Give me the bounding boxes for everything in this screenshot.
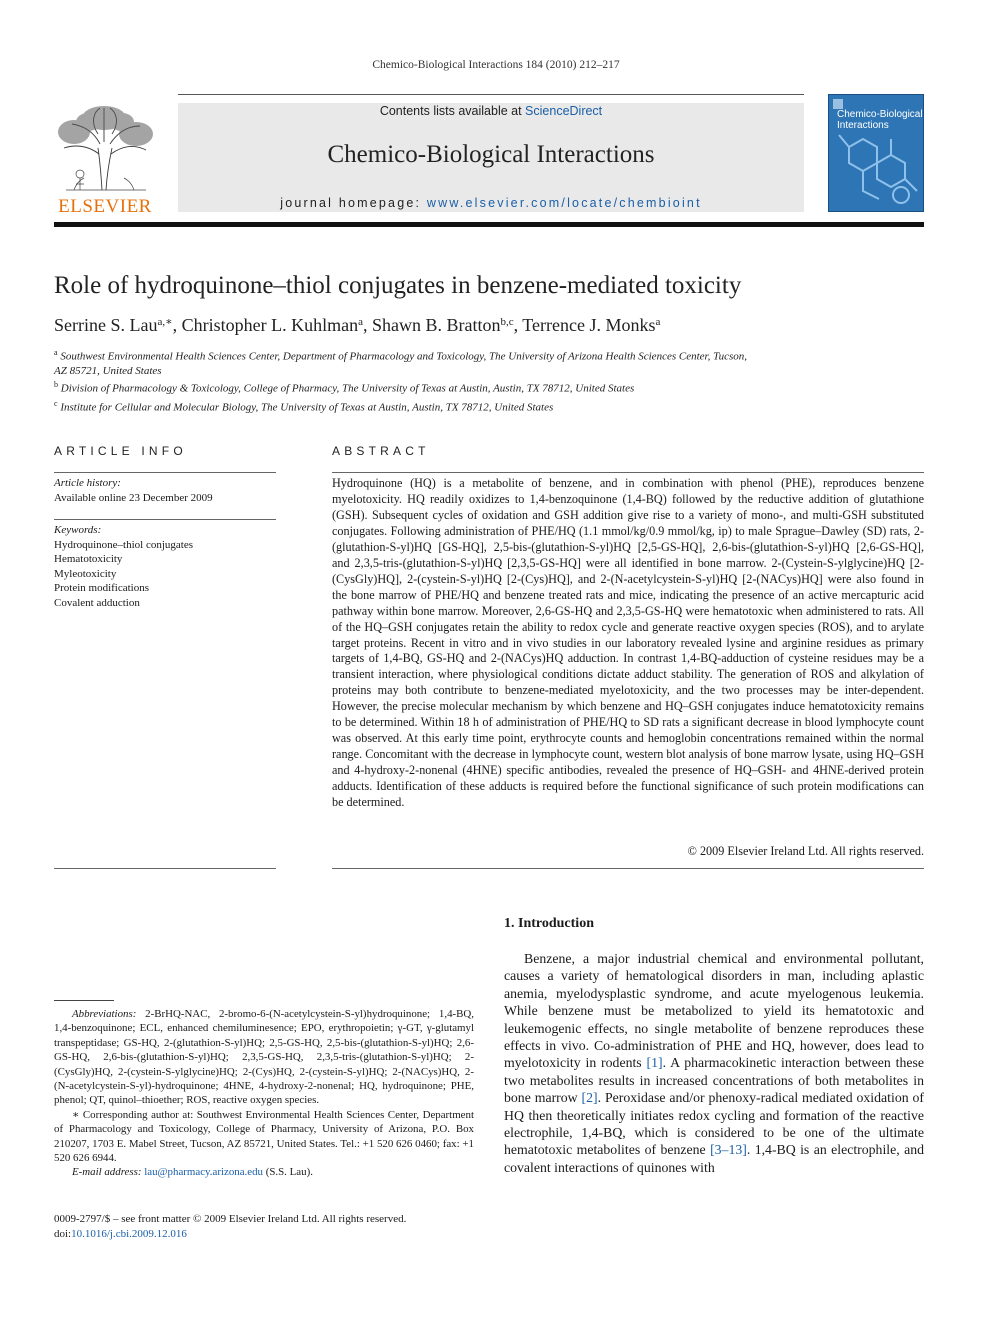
abbreviations-footnote <box>54 1007 474 1108</box>
header-top-rule <box>178 94 804 95</box>
homepage-prefix: journal homepage: <box>280 196 427 210</box>
contents-prefix: Contents lists available at <box>379 104 526 118</box>
author-list <box>54 315 924 336</box>
keyword-item: Hematotoxicity <box>54 553 123 565</box>
homepage-link[interactable]: www.elsevier.com/locate/chembioint <box>426 196 702 210</box>
issn-block <box>54 1212 474 1242</box>
elsevier-logo[interactable] <box>54 104 156 216</box>
divider <box>54 519 276 520</box>
cover-title-line-1: Chemico-Biological <box>837 109 923 120</box>
affiliation-item <box>54 346 924 364</box>
citation-link[interactable]: [2] <box>581 1090 598 1106</box>
running-head: Chemico-Biological Interactions 184 (2010) 212–217 <box>372 59 620 71</box>
issn-line: 0009-2797/$ – see front matter © 2009 Elsevier Ireland Ltd. All rights reserved. <box>54 1213 407 1225</box>
author-sep: , <box>362 315 372 335</box>
email-suffix: (S.S. Lau). <box>263 1166 313 1179</box>
affiliation-sup: a <box>54 348 58 357</box>
introduction-text <box>504 950 924 1176</box>
citation-link[interactable]: [1] <box>646 1055 663 1071</box>
affiliation-text: Division of Pharmacology & Toxicology, College of Pharmacy, The University of Texas at Austin, Austin, TX 78712, United States <box>60 383 635 396</box>
abbreviations-label: Abbreviations: <box>72 1008 137 1020</box>
email-link[interactable]: lau@pharmacy.arizona.edu <box>144 1166 263 1179</box>
author-name[interactable]: Shawn B. Bratton <box>371 315 501 335</box>
divider <box>332 868 924 869</box>
email-label: E-mail address: <box>72 1166 142 1179</box>
journal-title: Chemico-Biological Interactions <box>327 141 655 168</box>
article-title: Role of hydroquinone–thiol conjugates in benzene-mediated toxicity <box>54 272 742 299</box>
affiliation-text: AZ 85721, United States <box>54 365 162 378</box>
homepage-line <box>178 196 804 210</box>
footnote-rule <box>54 1000 114 1001</box>
author-name[interactable]: Serrine S. Lau <box>54 315 158 335</box>
history-value: Available online 23 December 2009 <box>54 491 213 504</box>
abstract-copyright: © 2009 Elsevier Ireland Ltd. All rights reserved. <box>687 844 924 858</box>
divider <box>332 472 924 473</box>
article-info-label: ARTICLE INFO <box>54 444 187 458</box>
abstract-text: Hydroquinone (HQ) is a metabolite of benzene, and in combination with phenol (PHE), reproduces benzene myelotoxicity. HQ readily oxidizes to 1,4-benzoquinone (1,4-BQ) followed by the reductive addition of glutathione (GSH). Subsequent cycles of oxidation and GSH addition give rise to a variety of mono-, and multi-GSH substituted conjugates. Following administration of PHE/HQ (1.1 mmol/kg/0.9 mmol/kg, ip) to male Sprague–Dawley (SD) rats, 2-(glutathion-S-yl)HQ [GS-HQ], 2,5-bis-(glutathion-S-yl)HQ [2,5-GS-HQ], 2,6-bis-(glutathion-S-yl)HQ [2,6-GS-HQ], and 2,3,5-tris-(glutathion-S-yl)HQ [2,3,5-GS-HQ] were all identified in bone marrow. 2-(Cystein-S-ylglycine)HQ [2-(CysGly)HQ], 2-(cystein-S-yl)HQ [2-(Cys)HQ], and 2-(N-acetylcystein-S-yl)HQ [2-(NACys)HQ] were also found in the bone marrow of PHE/HQ and benzene treated rats and mice, indicating the presence of an active mercapturic acid pathway within bone marrow. Moreover, 2,6-GS-HQ and 2,3,5-GS-HQ were hematotoxic when administered to rats. All of the HQ–GSH conjugates retain the ability to redox cycle and generate reactive oxygen species (ROS), and to arylate target proteins. Recent in vitro and in vivo studies in our laboratory revealed lysine and arginine residues as primary targets of 1,4-BQ, GS-HQ and 2-(NACys)HQ adduction. In contrast 1,4-BQ-adduction of cysteine residues may be a transient interaction, where physiological conditions dictate adduct stability. The generation of ROS and alkylation of proteins may both contribute to benzene-mediated myelotoxicity, and the two processes may be inter-dependent. However, the precise molecular mechanism by which benzene and HQ–GSH conjugates induce hematotoxicity remains to be determined. Within 18 h of administration of PHE/HQ to SD rats a significant decrease in blood lymphocyte count was observed. At this early time point, erythrocyte counts and hemoglobin concentrations remained within the normal range. Concomitant with the decrease in lymphocyte count, western blot analysis of bone marrow lysate, using HQ–GSH and 4-hydroxy-2-nonenal (4HNE) specific antibodies, revealed the presence of HQ–GSH- and 4HNE-derived protein adducts. Identification of these adducts is required before the functional significance of such protein modifications can be determined. <box>332 476 924 810</box>
keyword-item: Myleotoxicity <box>54 567 117 580</box>
intro-segment: Benzene, a major industrial chemical and environmental pollutant, causes a variety of hematological disorders in man, including aplastic anemia, myelodysplastic syndrome, and acute myelogenous leukemia. While benzene must be metabolized to yield its hematotoxic and leukemogenic effects, no single metabolite of benzene reproduces these effects in vivo. Co-administration of PHE and HQ, however, does lead to myelotoxicity in rodents <box>504 951 924 1071</box>
affiliation-item <box>54 378 924 396</box>
elsevier-tree-icon <box>54 104 156 196</box>
keyword-item: Protein modifications <box>54 582 150 594</box>
abbreviations-text: 2-BrHQ-NAC, 2-bromo-6-(N-acetylcystein-S-yl)hydroquinone; 1,4-BQ, 1,4-benzoquinone; ECL, enhanced chemiluminesence; EPO, erythropoietin; γ-GT, γ-glutamyl transpeptidase; GS-HQ, 2-(glutathion-S-yl)HQ; 2,5-GS-HQ, 2,5-bis-(glutathion-S-yl)HQ; 2,6-GS-HQ, 2,6-bis-(glutathion-S-yl)HQ; 2,3,5-GS-HQ, 2,3,5-tris-(glutathion-S-yl)HQ; 2-(CysGly)HQ, 2-(cystein-S-ylglycine)HQ; 2-(Cys)HQ, 2-(cystein-S-yl)HQ; 2-(NACys)HQ, 2-(N-acetylcystein-S-yl)-hydroquinone; 4HNE, 4-hydroxy-2-nonenal; HQ, hydroquinone; PHE, phenol; QT, quinol–thioether; ROS, reactive oxygen species. <box>54 1008 474 1107</box>
elsevier-wordmark: ELSEVIER <box>58 196 152 217</box>
abstract-label: ABSTRACT <box>332 444 430 458</box>
author-sup[interactable]: a <box>655 316 661 328</box>
author-sep: , <box>172 315 182 335</box>
author-sup[interactable]: a,∗ <box>157 316 173 328</box>
doi-link[interactable]: 10.1016/j.cbi.2009.12.016 <box>71 1228 187 1240</box>
affiliation-text: Institute for Cellular and Molecular Biology, The University of Texas at Austin, Austin, TX 78712, United States <box>60 401 554 414</box>
corresponding-footnote: ∗ Corresponding author at: Southwest Environmental Health Sciences Center, Department of Pharmacology and Toxicology, College of Pharmacy, University of Arizona, P.O. Box 210207, 1703 E. Mabel Street, Tucson, AZ 85721, United States. Tel.: +1 520 626 0460; fax: +1 520 626 6944. <box>54 1108 474 1165</box>
keywords <box>54 523 276 610</box>
keyword-item: Covalent adduction <box>54 596 140 609</box>
affiliation-sup: b <box>54 380 58 390</box>
author-sep: , <box>513 315 523 335</box>
article-history <box>54 476 276 505</box>
journal-cover[interactable] <box>828 94 924 212</box>
divider <box>54 472 276 473</box>
affiliation-sup: c <box>54 398 58 408</box>
history-label: Article history: <box>54 477 121 489</box>
cover-title-line-2: Interactions <box>837 120 889 131</box>
cover-title <box>837 109 923 131</box>
keyword-item: Hydroquinone–thiol conjugates <box>54 538 194 551</box>
sciencedirect-link[interactable]: ScienceDirect <box>525 104 603 118</box>
affiliations <box>54 346 924 415</box>
author-name[interactable]: Christopher L. Kuhlman <box>181 315 359 335</box>
citation-link[interactable]: [3–13] <box>710 1142 747 1158</box>
author-sup[interactable]: b,c <box>500 316 514 328</box>
divider <box>54 868 276 869</box>
author-sup[interactable]: a <box>358 316 363 328</box>
intro-segment: . Peroxidase and/or phenoxy-radical mediated oxidation of HQ then theoretically initiates redox cycling and formation of the reactive electrophile, 1,4-BQ, which is considered to be one of the ultimate hematotoxic metabolites of benzene <box>504 1090 924 1158</box>
contents-line <box>178 104 804 118</box>
affiliation-item <box>54 397 924 415</box>
affiliation-text: Southwest Environmental Health Sciences Center, Department of Pharmacology and Toxicology, The University of Arizona Health Sciences Center, Tucson, <box>60 350 748 363</box>
intro-segment: . 1,4-BQ is an electrophile, and covalent interactions of quinones with <box>504 1142 924 1175</box>
email-footnote <box>54 1165 474 1179</box>
doi-prefix: doi: <box>54 1228 72 1240</box>
footnotes <box>54 1007 474 1180</box>
header-thick-rule <box>54 222 924 227</box>
keywords-label: Keywords: <box>54 524 102 536</box>
intro-segment: . A pharmacokinetic interaction between these two metabolites results in increased concentrations of both metabolites in bone marrow <box>504 1055 924 1106</box>
introduction-heading: 1. Introduction <box>504 916 594 931</box>
author-name[interactable]: Terrence J. Monks <box>522 315 656 335</box>
affiliation-item <box>54 364 924 378</box>
doi-line <box>54 1227 474 1242</box>
